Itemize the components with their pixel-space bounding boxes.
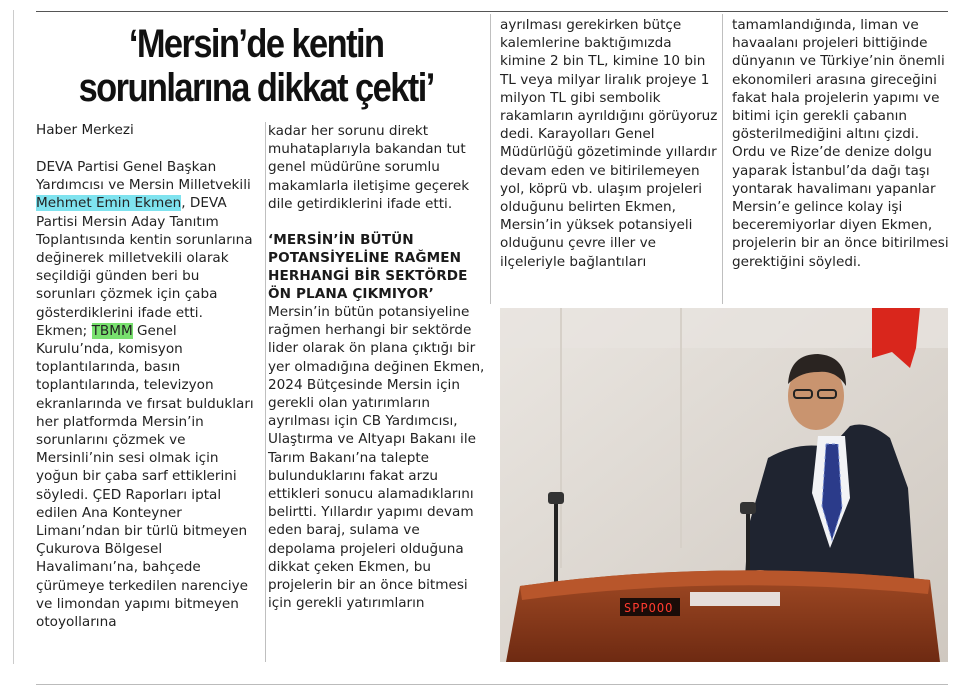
highlighted-name: Mehmet Emin Ekmen (36, 195, 182, 212)
column-divider (265, 122, 266, 662)
text-span: Genel Kurulu’nda, komisyon toplantılarında, basın toplantılarında, televizyon ekranlarında ve fırsat buldukları her platformda Mersin’in sorunlarını çözmek ve Mersinli’nin sesi olmak için yoğun bir çaba sarf ettiklerini söyledi. ÇED Raporları iptal edilen Ana Konteyner Limanı’ndan bir türlü bitmeyen Çukurova Bölgesel Havalimanı’na, bahçede çürümeye terkedilen narenciye ve limondan yapımı bitmeyen otoyollarına (36, 322, 254, 631)
article-column-4 (732, 16, 950, 271)
photo-speaker-at-lectern (500, 308, 948, 662)
paragraph: kadar her sorunu direkt muhataplarıyla bakandan tut genel müdürüne sorumlu makamlarla iletişime geçerek dile getirdiklerini ifade etti. (268, 123, 470, 212)
text-span: DEVA Partisi Genel Başkan Yardımcısı ve Mersin Milletvekili (36, 159, 251, 194)
left-margin-rule (13, 10, 14, 664)
text-span: , DEVA Partisi Mersin Aday Tanıtım Toplantısında kentin sorunlarına değinerek milletvekili olarak seçildiği günden beri bu sorunları çözmek için çaba gösterdiklerini ifade etti. Ekmen; (36, 195, 253, 339)
paragraph: Mersin’in bütün potansiyeline rağmen herhangi bir sektörde lider olarak ön plana çıktığı bir yer olmadığına değinen Ekmen, 2024 Bütçesinde Mersin için gerekli olan yatırımların ayrılması için CB Yardımcısı, Ulaştırma ve Altyapı Bakanı ile Tarım Bakanı’na talepte bulunduklarını fakat arzu ettikleri sonucu alamadıklarını belirtti. Yıllardır yapımı devam eden baraj, sulama ve depolama projeleri olduğuna dikkat çeken Ekmen, bu projelerin bir an önce bitmesi için gerekli yatırımların (268, 304, 485, 612)
article-column-1 (36, 158, 258, 631)
article-column-3 (500, 16, 720, 271)
paragraph: ayrılması gerekirken bütçe kalemlerine baktığımızda kimine 2 bin TL, kimine 10 bin TL veya milyar liralık projeye 1 milyon TL gibi sembolik rakamların ayrıldığını görüyoruz dedi. Karayolları Genel Müdürlüğü gözetiminde yıllardır devam eden ve bitirilemeyen yol, köprü vb. ulaşım projeleri olduğunu belirten Ekmen, Mersin’in yüksek potansiyeli olduğunu çevre iller ve ilçeleriyle bağlantıları (500, 17, 718, 270)
top-rule (36, 11, 948, 12)
subheading: ‘MERSİN’İN BÜTÜN POTANSİYELİNE RAĞMEN HERHANGİ BİR SEKTÖRDE ÖN PLANA ÇIKMIYOR’ (268, 232, 468, 303)
byline: Haber Merkezi (36, 122, 134, 138)
paragraph: tamamlandığında, liman ve havaalanı projeleri bittiğinde dünyanın ve Türkiye’nin önemli ekonomileri arasına gireceğini fakat hala projelerin yapımı ve bitimi için gerekli çabanın gösterilmediğini altını çizdi. Ordu ve Rize’de denize dolgu yaparak İstanbul’da dağı taşı yontarak havalimanı yapanlar Mersin’e gelince kolay işi beceremiyorlar diyen Ekmen, projelerin bir an önce bitirilmesi gerektiğini söyledi. (732, 17, 949, 270)
headline-line-1: ‘Mersin’de kentin (128, 22, 384, 66)
news-photo (500, 308, 948, 662)
microphone-left (554, 494, 558, 594)
column-divider (722, 14, 723, 304)
headline (36, 22, 434, 110)
headline-line-2: sorunlarına dikkat çekti’ (78, 66, 434, 110)
lectern-display: SPPOOO (624, 601, 674, 615)
bottom-rule (36, 684, 948, 685)
column-divider (490, 14, 491, 304)
paragraph (36, 158, 258, 631)
highlighted-tbmm: TBMM (91, 322, 133, 339)
article-column-2 (268, 122, 486, 612)
